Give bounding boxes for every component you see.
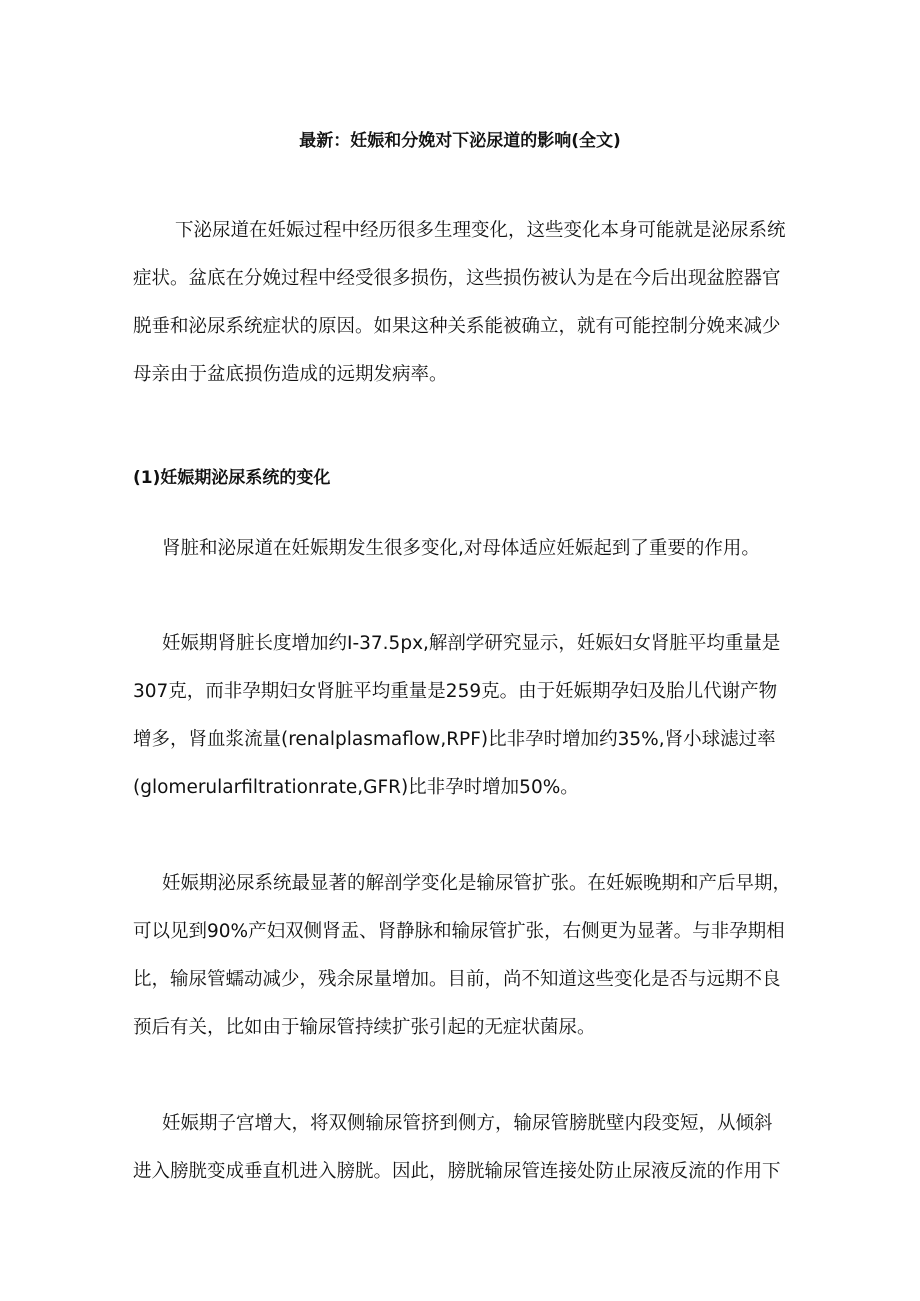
p3-line-3: 比，输尿管蠕动减少，残余尿量增加。目前，尚不知道这些变化是否与远期不良	[133, 969, 781, 990]
intro-line-2: 症状。盆底在分娩过程中经受很多损伤，这些损伤被认为是在今后出现盆腔器官	[133, 268, 781, 289]
p3-line-2: 可以见到90%产妇双侧肾盂、肾静脉和输尿管扩张，右侧更为显著。与非孕期相	[133, 921, 785, 942]
document-title: 最新：妊娠和分娩对下泌尿道的影响(全文)	[299, 131, 621, 151]
p3-line-1: 妊娠期泌尿系统最显著的解剖学变化是输尿管扩张。在妊娠晚期和产后早期，	[162, 873, 792, 894]
p2-line-4: (glomerularfiltrationrate,GFR)比非孕时增加50%。	[133, 777, 579, 798]
intro-line-1: 下泌尿道在妊娠过程中经历很多生理变化，这些变化本身可能就是泌尿系统	[175, 220, 786, 241]
p3-line-4: 预后有关，比如由于输尿管持续扩张引起的无症状菌尿。	[133, 1017, 596, 1038]
p2-line-1: 妊娠期肾脏长度增加约I-37.5px,解剖学研究显示，妊娠妇女肾脏平均重量是	[162, 633, 781, 654]
intro-line-4: 母亲由于盆底损伤造成的远期发病率。	[133, 364, 448, 385]
p1-line-1: 肾脏和泌尿道在妊娠期发生很多变化,对母体适应妊娠起到了重要的作用。	[162, 538, 760, 559]
intro-line-3: 脱垂和泌尿系统症状的原因。如果这种关系能被确立，就有可能控制分娩来减少	[133, 316, 781, 337]
section-heading: (1)妊娠期泌尿系统的变化	[133, 468, 331, 488]
p2-line-3: 增多，肾血浆流量(renalplasmaflow,RPF)比非孕时增加约35%,肾小球滤过率	[133, 729, 776, 750]
p4-line-2: 进入膀胱变成垂直机进入膀胱。因此，膀胱输尿管连接处防止尿液反流的作用下	[133, 1161, 781, 1182]
p4-line-1: 妊娠期子宫增大，将双侧输尿管挤到侧方，输尿管膀胱壁内段变短，从倾斜	[162, 1113, 773, 1134]
p2-line-2: 307克，而非孕期妇女肾脏平均重量是259克。由于妊娠期孕妇及胎儿代谢产物	[133, 681, 778, 702]
